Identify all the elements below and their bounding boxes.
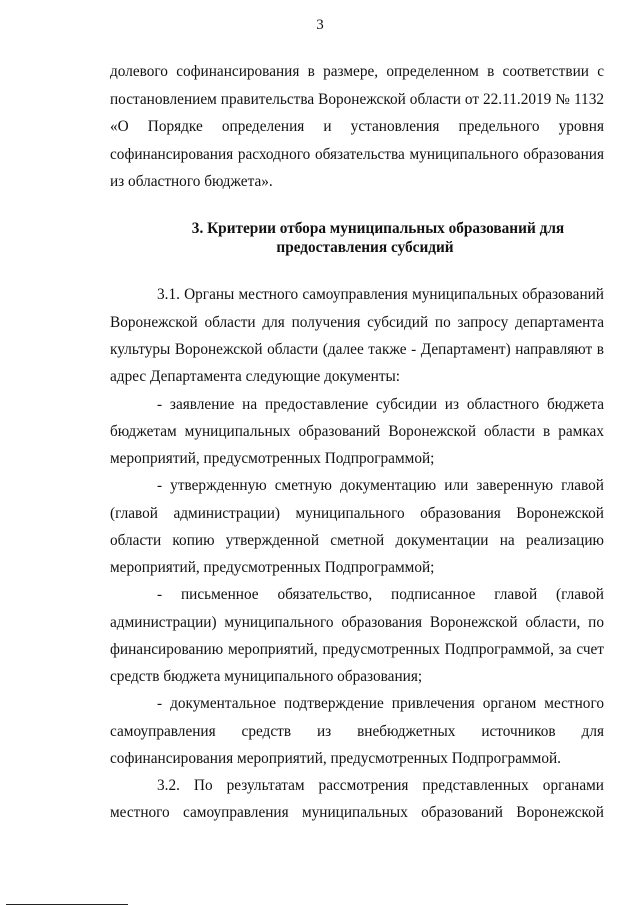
section-heading-line: предоставления субсидий [276,239,454,256]
list-item-line: самоуправления средств из внебюджетных источников для [110,723,604,740]
list-item-line: (главой администрации) муниципального образования Воронежской [110,505,604,522]
list-item-line: администрации) муниципального образования Воронежской области, по [110,614,604,631]
list-item-line: финансированию мероприятий, предусмотренных Подпрограммой, за счет [110,641,604,658]
list-item-line: - письменное обязательство, подписанное главой (главой [157,586,604,603]
paragraph-line: Воронежской области для получения субсидий по запросу департамента [110,314,604,331]
list-item-line: бюджетам муниципальных образований Воронежской области в рамках [110,423,604,440]
list-item-line: - документальное подтверждение привлечения органом местного [157,695,604,712]
paragraph-line: софинансирования расходного обязательства муниципального образования [110,146,604,163]
paragraph-line: 3.2. По результатам рассмотрения представленных органами [157,777,604,794]
list-item-line: софинансирования мероприятий, предусмотренных Подпрограммой. [110,750,561,767]
paragraph-line: долевого софинансирования в размере, определенном в соответствии с [110,63,604,80]
paragraph-line: культуры Воронежской области (далее также - Департамент) направляют в [110,341,604,358]
paragraph-line: из областного бюджета». [110,173,273,190]
paragraph-line: постановлением правительства Воронежской области от 22.11.2019 № 1132 [110,91,604,108]
paragraph-line: местного самоуправления муниципальных образований Воронежской [110,804,604,821]
list-item-line: - утвержденную сметную документацию или заверенную главой [157,477,604,494]
list-item-line: мероприятий, предусмотренных Подпрограммой; [110,559,435,576]
list-item-line: области копию утвержденной сметной документации на реализацию [110,532,604,549]
list-item-line: средств бюджета муниципального образования; [110,668,423,685]
list-item-line: мероприятий, предусмотренных Подпрограммой; [110,450,435,467]
list-item-line: - заявление на предоставление субсидии из областного бюджета [157,396,604,413]
paragraph-line: 3.1. Органы местного самоуправления муниципальных образований [157,286,604,303]
paragraph-line: «О Порядке определения и установления предельного уровня [110,118,604,135]
page-number: 3 [316,17,324,33]
section-heading-line: 3. Критерии отбора муниципальных образований для [191,220,565,237]
paragraph-line: адрес Департамента следующие документы: [110,368,401,385]
